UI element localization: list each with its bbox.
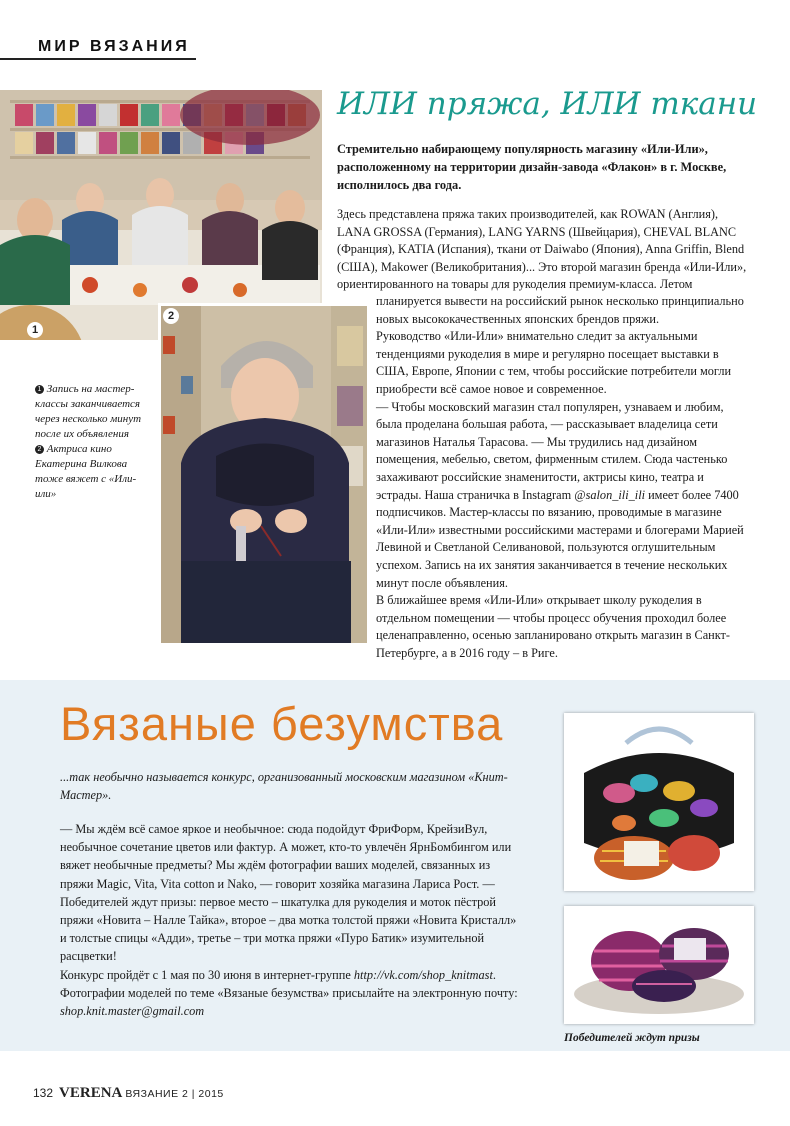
body-paragraph-3b: имеет более 7400 подписчиков. Мастер-классы по вязанию, проводимые в магазине «Или-Или» известными российскими мастерами и блогерами Марией Левиной и Светланой Селивановой, пользуются оглушительным успехом. Запись на их занятия заканчивается в течение нескольких минут после объявления. (376, 487, 744, 590)
article-lead: Стремительно набирающему популярность магазину «Или-Или», расположенному на территории дизайн-завода «Флакон» в г. Москве, исполнилось два года. (337, 142, 727, 192)
article-title-ili: ИЛИ пряжа, ИЛИ ткани (337, 86, 758, 122)
prize-caption: Победителей ждут призы (564, 1032, 700, 1044)
page-footer (33, 1085, 224, 1102)
contest-paragraph-3 (60, 984, 522, 1020)
contest-intro: ...так необычно называется конкурс, организованный московским магазином «Книт-Мастер». (60, 770, 508, 802)
instagram-handle[interactable]: @salon_ili_ili (574, 487, 646, 502)
contest-paragraph-2 (60, 966, 522, 984)
email-link[interactable]: shop.knit.master@gmail.com (60, 1004, 205, 1019)
body-paragraph-3a: — Чтобы московский магазин стал популярен, узнаваем и любим, была проделана большая работа, — рассказывает владелица сети магазинов Наталья Тарасова. — Мы трудились над дизайном помещения, мебелью, светом, фирменным стилем. Сюда частенько захаживают российские знаменитости, актрисы кино, театра и эстрады. Наша страничка в Instagram (376, 399, 728, 502)
contest-email-text: Фотографии моделей по теме «Вязаные безумства» присылайте на электронную почту: (60, 985, 518, 1000)
photo-number-2: 2 (163, 308, 179, 324)
body-paragraph-3 (376, 399, 750, 593)
photo-captions (35, 382, 149, 502)
section-rule (0, 58, 196, 60)
article-body-continued (376, 293, 750, 662)
page-number: 132 (33, 1086, 54, 1100)
magazine-brand: VERENA (59, 1085, 123, 1101)
contest-dates: Конкурс пройдёт с 1 мая по 30 июня в интернет-группе (60, 967, 354, 982)
body-paragraph-2: Руководство «Или-Или» внимательно следит за актуальными тенденциями рукоделия в мире и регулярно посещает выставки в США, Европе, Японии с тем, чтобы российские потребители могли приобрести всё самое новое и современное. (376, 329, 732, 396)
caption-2: Актриса кино Екатерина Вилкова тоже вяжет с «Или-или» (35, 443, 137, 500)
contest-body (60, 820, 522, 1020)
contest-paragraph-1: — Мы ждём всё самое яркое и необычное: сюда подойдут ФриФорм, КрейзиВул, необычное сочетание цветов или фактур. А может, кто-то увлечён ЯрнБомбингом или вяжет необычные предметы? Мы ждём фотографии ваших моделей, связанных из пряжи Magic, Vita, Vita cotton и Nako, — говорит хозяйка магазина Лариса Рост. — Победителей ждут призы: первое место – шкатулка для рукоделия и моток пёстрой пряжи «Новита – Налле Тайка», второе – два мотка толстой пряжи «Новита Кристалл» и толстые спицы «Адди», третье – три мотка пряжи «Пуро Батик» изумительной расцветки! (60, 822, 517, 964)
vk-link[interactable]: http://vk.com/shop_knitmast (353, 967, 493, 982)
article-title-contest: Вязаные безумства (60, 697, 504, 750)
contest-dates-end: . (492, 967, 496, 982)
body-paragraph-1: Здесь представлена пряжа таких производителей, как ROWAN (Англия), LANA GROSSA (Германия), LANG YARNS (Швейцария), CHEVAL BLANC (Франция), KATIA (Испания), ткани от Daiwabo (Япония), Anna Griffin, Blend (США), Makower (Великобритания)... Это второй магазин бренда «Или-Или», ориентированного на товары для рукоделия премиум-класса. Летом (337, 207, 747, 292)
issue-label: ВЯЗАНИЕ 2 | 2015 (125, 1088, 224, 1100)
body-paragraph-1-cont: планируется вывести на российский рынок несколько принципиально новых высококачественных японских брендов пряжи. (376, 294, 744, 326)
caption-number-1: 1 (35, 385, 44, 394)
section-label: МИР ВЯЗАНИЯ (38, 38, 190, 55)
photo-number-1: 1 (27, 322, 43, 338)
caption-1: Запись на мастер-классы заканчивается через несколько минут после их объявления (35, 383, 142, 440)
body-paragraph-4: В ближайшее время «Или-Или» открывает школу рукоделия в отдельном помещении — чтобы процесс обучения проходил более целенаправленно, осенью запланировано открыть магазин в Санкт-Петербурге, а в 2016 году – в Риге. (376, 593, 731, 660)
actress-photo (158, 303, 367, 643)
prize-yarn-photo (564, 906, 754, 1024)
prize-box-photo (564, 713, 754, 891)
article-body-intro (337, 206, 749, 294)
caption-number-2: 2 (35, 445, 44, 454)
